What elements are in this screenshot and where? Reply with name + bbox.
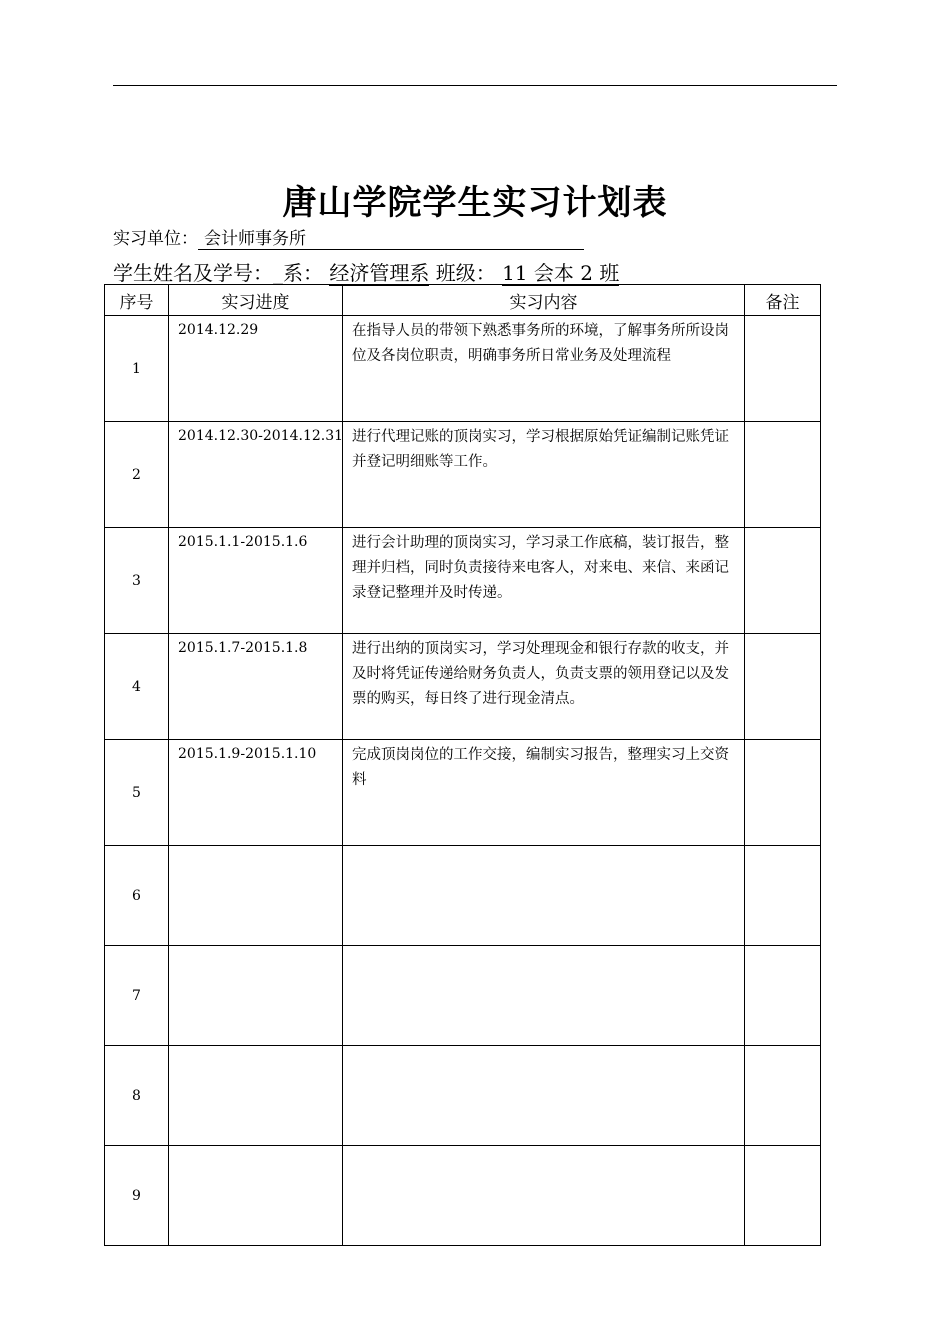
row-content: 进行会计助理的顶岗实习，学习录工作底稿，装订报告，整理并归档，同时负责接待来电客人，对来电、来信、来函记录登记整理并及时传递。 xyxy=(343,528,745,634)
header-progress: 实习进度 xyxy=(169,285,343,316)
table-row xyxy=(105,946,821,1046)
student-name-label: 学生姓名及学号： xyxy=(113,261,273,285)
internship-unit-line xyxy=(113,224,584,250)
student-info-line xyxy=(113,257,619,286)
row-no: 1 xyxy=(105,316,169,422)
table-row xyxy=(105,528,821,634)
row-content: 进行代理记账的顶岗实习，学习根据原始凭证编制记账凭证并登记明细账等工作。 xyxy=(343,422,745,528)
class-value: 11 会本 2 班 xyxy=(502,261,620,285)
row-no: 7 xyxy=(105,946,169,1046)
row-content xyxy=(343,846,745,946)
row-remark xyxy=(745,740,821,846)
table-row xyxy=(105,1046,821,1146)
row-progress: 2014.12.29 xyxy=(169,316,343,422)
table-header-row xyxy=(105,285,821,316)
row-progress: 2015.1.9-2015.1.10 xyxy=(169,740,343,846)
row-remark xyxy=(745,422,821,528)
class-label: 班级： xyxy=(435,261,496,285)
unit-label: 实习单位： xyxy=(113,229,198,249)
header-no: 序号 xyxy=(105,285,169,316)
row-remark xyxy=(745,1046,821,1146)
row-no: 5 xyxy=(105,740,169,846)
row-content: 进行出纳的顶岗实习，学习处理现金和银行存款的收支，并及时将凭证传递给财务负责人，负责支票的领用登记以及发票的购买，每日终了进行现金清点。 xyxy=(343,634,745,740)
row-no: 8 xyxy=(105,1046,169,1146)
row-progress xyxy=(169,946,343,1046)
row-remark xyxy=(745,946,821,1046)
table-row xyxy=(105,422,821,528)
student-name-value: _ xyxy=(273,261,283,285)
row-progress: 2014.12.30-2014.12.31 xyxy=(169,422,343,528)
row-progress xyxy=(169,1046,343,1146)
header-rule xyxy=(113,85,837,86)
row-no: 6 xyxy=(105,846,169,946)
table-row xyxy=(105,316,821,422)
header-remark: 备注 xyxy=(745,285,821,316)
dept-value: 经济管理系 xyxy=(329,261,430,285)
row-no: 4 xyxy=(105,634,169,740)
table-row xyxy=(105,740,821,846)
table-row xyxy=(105,846,821,946)
row-content: 完成顶岗岗位的工作交接，编制实习报告，整理实习上交资料 xyxy=(343,740,745,846)
row-no: 9 xyxy=(105,1146,169,1246)
table-row xyxy=(105,1146,821,1246)
row-no: 2 xyxy=(105,422,169,528)
row-remark xyxy=(745,528,821,634)
unit-value: 会计师事务所 xyxy=(198,224,584,250)
row-progress: 2015.1.7-2015.1.8 xyxy=(169,634,343,740)
row-remark xyxy=(745,846,821,946)
row-progress: 2015.1.1-2015.1.6 xyxy=(169,528,343,634)
row-remark xyxy=(745,634,821,740)
header-content: 实习内容 xyxy=(343,285,745,316)
row-no: 3 xyxy=(105,528,169,634)
dept-label: 系： xyxy=(283,261,323,285)
row-progress xyxy=(169,1146,343,1246)
row-remark xyxy=(745,1146,821,1246)
row-content xyxy=(343,1146,745,1246)
row-content xyxy=(343,946,745,1046)
internship-plan-table xyxy=(104,284,821,1246)
row-content: 在指导人员的带领下熟悉事务所的环境，了解事务所所设岗位及各岗位职责，明确事务所日常业务及处理流程 xyxy=(343,316,745,422)
row-progress xyxy=(169,846,343,946)
table-row xyxy=(105,634,821,740)
page-title: 唐山学院学生实习计划表 xyxy=(282,183,668,223)
row-content xyxy=(343,1046,745,1146)
row-remark xyxy=(745,316,821,422)
